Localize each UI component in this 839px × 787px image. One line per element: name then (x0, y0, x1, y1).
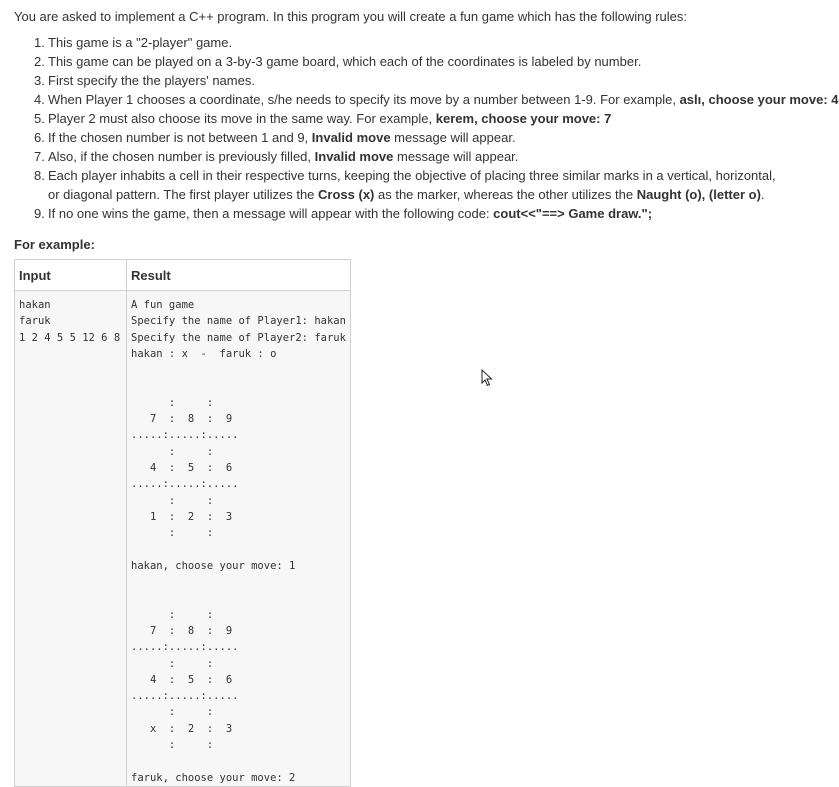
intro-text: You are asked to implement a C++ program. In this program you will create a fun game which has the following rules: (14, 9, 687, 24)
rule-item: 6. If the chosen number is not between 1 and 9, Invalid move message will appear. (34, 130, 516, 145)
rule-item: 9. If no one wins the game, then a message will appear with the following code: cout<<"==> Game draw."; (34, 206, 653, 221)
rules-list (14, 33, 839, 223)
input-text: hakan faruk 1 2 4 5 5 12 6 8 (19, 299, 121, 344)
rule-item: 3. First specify the the players' names. (34, 73, 255, 88)
header-input: Input (15, 260, 127, 291)
rule-item: 5. Player 2 must also choose its move in the same way. For example, kerem, choose your move: 7 (34, 111, 612, 126)
example-table (14, 259, 351, 787)
input-cell (15, 291, 127, 787)
rule-item: 8. Each player inhabits a cell in their respective turns, keeping the objective of placing three similar marks in a vertical, horizontal, or diagonal pattern. The first player utilizes the Cross (x) as the marker, whereas the other utilizes the Naught (o), (letter o). (34, 168, 776, 202)
example-title: For example: (14, 237, 95, 252)
result-cell (127, 291, 351, 787)
rule-item: 7. Also, if the chosen number is previously filled, Invalid move message will appear. (34, 149, 519, 164)
table-row (15, 291, 351, 787)
mouse-pointer-icon (481, 369, 493, 387)
rule-item: 1. This game is a "2-player" game. (34, 35, 233, 50)
rule-item: 2. This game can be played on a 3-by-3 game board, which each of the coordinates is labeled by number. (34, 54, 642, 69)
rule-item: 4. When Player 1 chooses a coordinate, s/he needs to specify its move by a number between 1-9. For example, aslı, choose your move: 4 (34, 92, 839, 107)
result-text: A fun game Specify the name of Player1: hakan Specify the name of Player2: faruk hakan : x - faruk : o : : 7 : 8 : 9 .....:.....:..... : : 4 : 5 : 6 .....:.....:..... : : 1 : 2 : 3 : : hakan, choose your move: 1 : : 7 : 8 : 9 .....:.....:..... : : 4 : 5 : 6 .....:.....:..... : : x : 2 : 3 : : faruk, choose your move: 2 (131, 299, 346, 784)
header-result: Result (127, 260, 351, 291)
